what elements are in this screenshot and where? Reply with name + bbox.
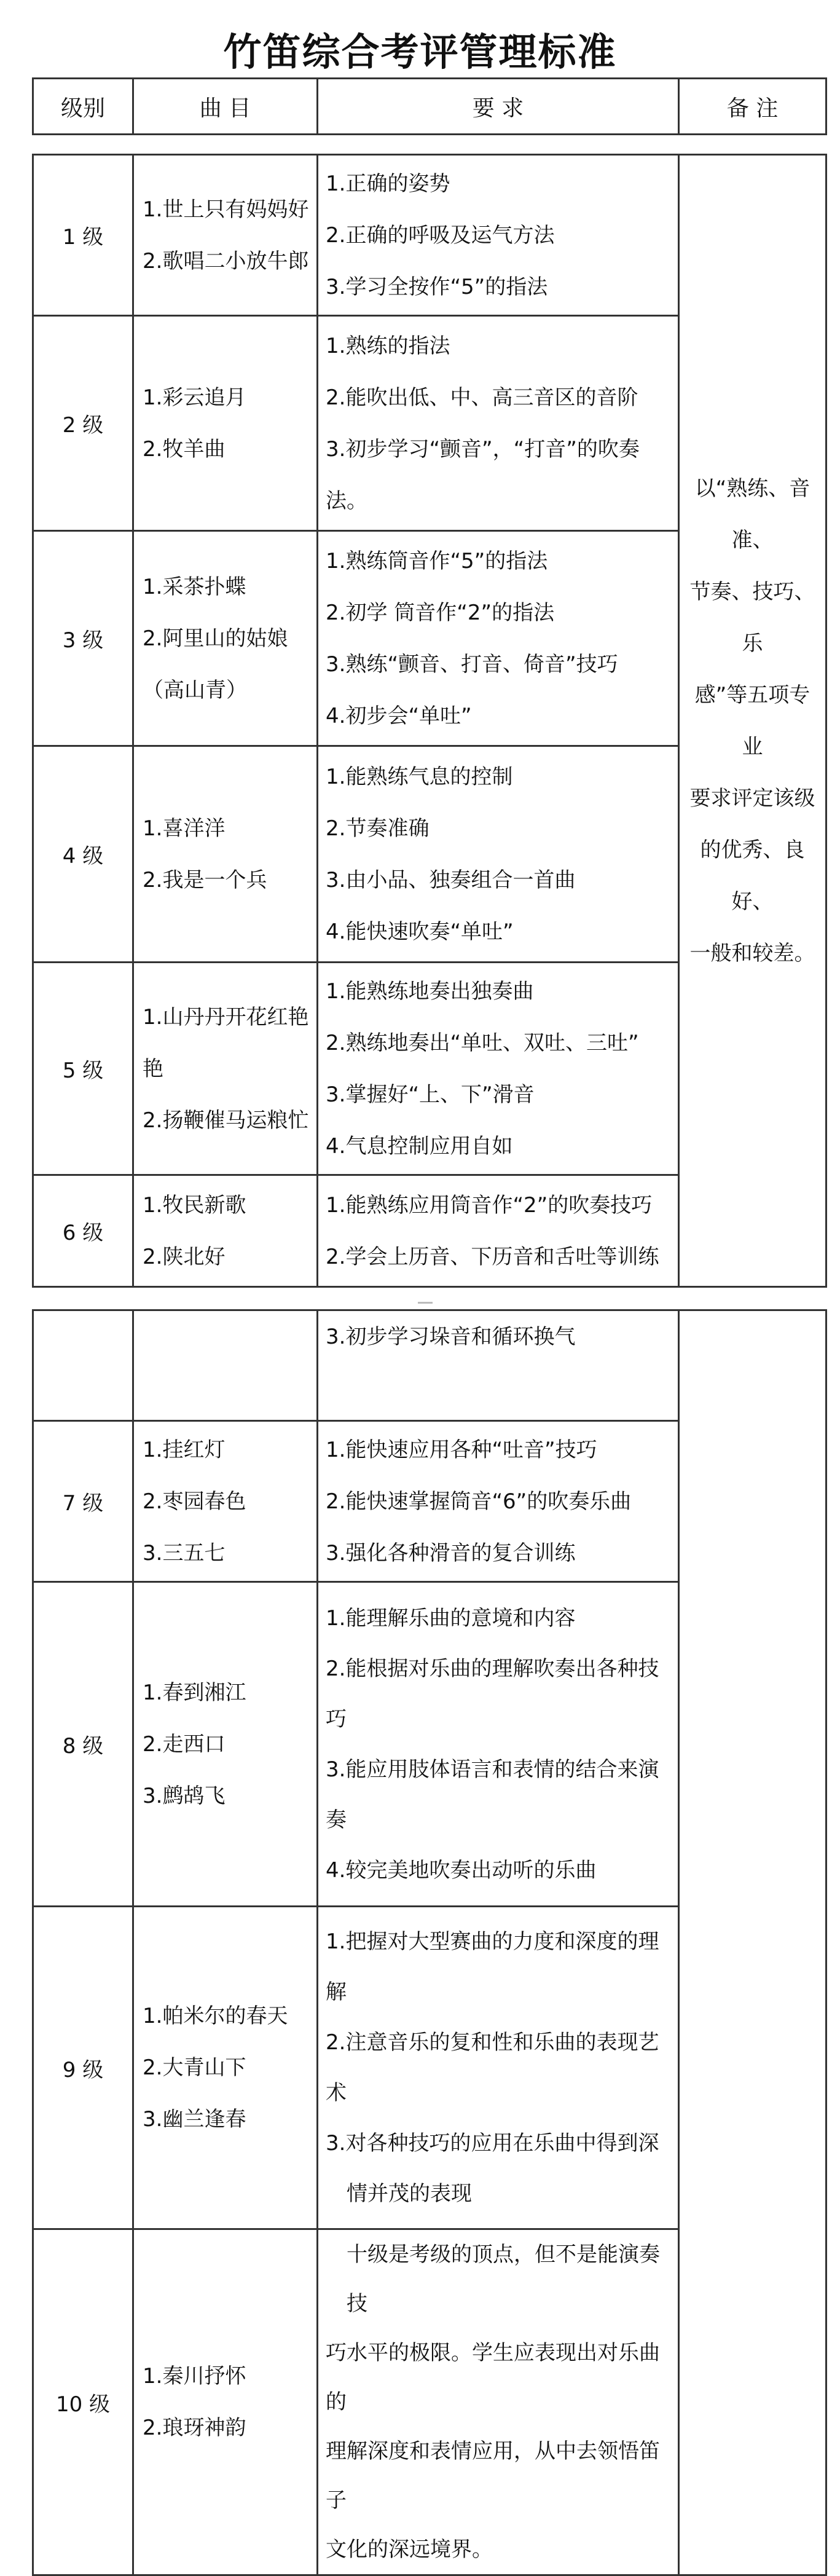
- pieces-cell: [133, 746, 318, 963]
- piece-item: 1.帕米尔的春天: [143, 2004, 288, 2028]
- requirements-cell: [318, 316, 679, 531]
- notes-cell-empty: [679, 1310, 826, 2575]
- requirement-item: 3.学习全按作“5”的指法: [326, 274, 548, 299]
- pieces-cell: [133, 1907, 318, 2229]
- requirement-item: 1.能理解乐曲的意境和内容: [326, 1605, 576, 1631]
- requirement-item: 巧: [326, 1706, 347, 1731]
- level-cell: 6 级: [33, 1175, 133, 1287]
- piece-item: 1.彩云追月: [143, 385, 246, 410]
- piece-item: 1.喜洋洋: [143, 816, 226, 841]
- requirement-item: 2.能吹出低、中、高三音区的音阶: [326, 385, 638, 410]
- requirement-item: 3.熟练“颤音、打音、倚音”技巧: [326, 652, 618, 677]
- requirement-item: 4.气息控制应用自如: [326, 1133, 513, 1159]
- level-cell: 5 级: [33, 963, 133, 1175]
- requirement-item: 2.初学 筒音作“2”的指法: [326, 600, 555, 625]
- requirement-item: 1.把握对大型赛曲的力度和深度的理: [326, 1929, 659, 1954]
- requirement-item: 3.强化各种滑音的复合训练: [326, 1540, 576, 1566]
- level-cell: 3 级: [33, 531, 133, 746]
- piece-item: 2.陕北好: [143, 1244, 226, 1269]
- level-cell: 1 级: [33, 155, 133, 316]
- header-table: [32, 77, 827, 135]
- requirement-item: 1.熟练筒音作“5”的指法: [326, 548, 548, 573]
- note-line: 的优秀、良好、: [700, 837, 805, 914]
- piece-item: 1.山丹丹开花红艳: [143, 1004, 309, 1030]
- note-line: 节奏、技巧、乐: [689, 579, 815, 656]
- requirement-item: 1.能熟练地奏出独奏曲: [326, 979, 534, 1004]
- piece-item: （高山青）: [143, 677, 247, 703]
- piece-item: 1.秦川抒怀: [143, 2364, 246, 2389]
- piece-item: 1.采茶扑蝶: [143, 574, 246, 599]
- piece-item: 1.挂红灯: [143, 1437, 226, 1462]
- requirement-item: 奏: [326, 1807, 347, 1832]
- pieces-cell: [133, 1582, 318, 1907]
- note-line: 感”等五项专业: [694, 682, 811, 759]
- requirement-item: 1.能熟练气息的控制: [326, 764, 513, 789]
- pieces-cell: [133, 1421, 318, 1582]
- notes-cell: [679, 155, 826, 1287]
- requirement-item: 文化的深远境界。: [326, 2537, 493, 2562]
- requirement-item: 解: [326, 1980, 347, 2004]
- level-cell: 7 级: [33, 1421, 133, 1582]
- requirement-item: 十级是考级的顶点，但不是能演奏技: [347, 2242, 660, 2316]
- requirement-item: 3.掌握好“上、下”滑音: [326, 1082, 535, 1107]
- requirement-item: 法。: [326, 488, 367, 513]
- requirements-cell: [318, 531, 679, 746]
- requirements-cell: [318, 1175, 679, 1287]
- piece-item: 2.大青山下: [143, 2055, 246, 2080]
- requirements-cell: [318, 155, 679, 316]
- piece-item: 3.三五七: [143, 1540, 226, 1566]
- grading-table-part2: [32, 1309, 827, 2576]
- requirement-item: 4.能快速吹奏“单吐”: [326, 919, 514, 944]
- note-line: 要求评定该级: [689, 786, 815, 811]
- piece-item: 3.幽兰逢春: [143, 2107, 246, 2132]
- piece-item: 2.扬鞭催马运粮忙: [143, 1108, 309, 1133]
- piece-item: 1.春到湘江: [143, 1680, 246, 1705]
- requirements-cell: [318, 746, 679, 963]
- requirement-item: 1.能快速应用各种“吐音”技巧: [326, 1437, 597, 1462]
- requirement-item: 3.能应用肢体语言和表情的结合来演: [326, 1757, 659, 1782]
- grading-table-part1: [32, 154, 827, 1288]
- requirement-item: 情并茂的表现: [347, 2181, 472, 2206]
- requirement-item: 2.节奏准确: [326, 816, 430, 841]
- header-requirements: 要 求: [318, 79, 679, 135]
- requirement-item: 2.学会上历音、下历音和舌吐等训练: [326, 1244, 659, 1269]
- requirement-item: 2.能快速掌握筒音“6”的吹奏乐曲: [326, 1489, 632, 1514]
- piece-item: 2.牧羊曲: [143, 436, 226, 462]
- requirement-item: 2.能根据对乐曲的理解吹奏出各种技: [326, 1656, 659, 1681]
- requirements-cell: [318, 1310, 679, 1421]
- requirement-item: 术: [326, 2081, 347, 2105]
- pieces-cell: [133, 155, 318, 316]
- requirement-item: 2.熟练地奏出“单吐、双吐、三吐”: [326, 1030, 639, 1055]
- pieces-cell: [133, 316, 318, 531]
- header-level: 级别: [33, 79, 133, 135]
- requirements-cell: [318, 2229, 679, 2575]
- requirement-item: 3.初步学习垛音和循环换气: [326, 1325, 576, 1349]
- level-cell: 4 级: [33, 746, 133, 963]
- requirement-item: 1.正确的姿势: [326, 171, 450, 196]
- requirement-item: 2.注意音乐的复和性和乐曲的表现艺: [326, 2030, 659, 2055]
- level-cell: 2 级: [33, 316, 133, 531]
- piece-item: 2.枣园春色: [143, 1489, 246, 1514]
- piece-item: 3.鹧鸪飞: [143, 1783, 226, 1808]
- requirement-item: 4.初步会“单吐”: [326, 703, 472, 728]
- requirements-cell: [318, 1582, 679, 1907]
- pieces-cell: [133, 531, 318, 746]
- requirements-cell: [318, 1421, 679, 1582]
- pieces-cell: [133, 1175, 318, 1287]
- piece-item: 1.世上只有妈妈好: [143, 197, 309, 222]
- requirements-cell: [318, 963, 679, 1175]
- note-line: 一般和较差。: [689, 940, 815, 966]
- piece-item: 2.走西口: [143, 1731, 226, 1757]
- requirements-cell: [318, 1907, 679, 2229]
- requirement-item: 理解深度和表情应用，从中去领悟笛子: [326, 2439, 660, 2513]
- note-line: 以“熟练、音准、: [694, 476, 811, 553]
- requirement-item: 3.初步学习“颤音”，“打音”的吹奏: [326, 436, 640, 462]
- pieces-cell: [133, 1310, 318, 1421]
- requirement-item: 4.较完美地吹奏出动听的乐曲: [326, 1857, 597, 1883]
- requirement-item: 1.能熟练应用筒音作“2”的吹奏技巧: [326, 1192, 653, 1218]
- requirement-item: 3.由小品、独奏组合一首曲: [326, 867, 576, 892]
- header-pieces: 曲 目: [133, 79, 318, 135]
- piece-item: 2.歌唱二小放牛郎: [143, 248, 309, 274]
- requirement-item: 巧水平的极限。学生应表现出对乐曲的: [326, 2341, 660, 2414]
- pieces-cell: [133, 963, 318, 1175]
- piece-item: 2.阿里山的姑娘: [143, 626, 288, 651]
- page-title: 竹笛综合考评管理标准: [223, 30, 617, 74]
- level-cell: 9 级: [33, 1907, 133, 2229]
- page-divider: [418, 1302, 433, 1304]
- piece-item: 1.牧民新歌: [143, 1192, 246, 1218]
- table-row: [33, 1310, 826, 1421]
- table-row: [33, 155, 826, 316]
- requirement-item: 2.正确的呼吸及运气方法: [326, 223, 555, 248]
- header-notes: 备 注: [679, 79, 826, 135]
- piece-item: 艳: [143, 1056, 163, 1081]
- level-cell: [33, 1310, 133, 1421]
- level-cell: 10 级: [33, 2229, 133, 2575]
- pieces-cell: [133, 2229, 318, 2575]
- requirement-item: 3.对各种技巧的应用在乐曲中得到深: [326, 2131, 659, 2156]
- level-cell: 8 级: [33, 1582, 133, 1907]
- piece-item: 2.琅玡神韵: [143, 2416, 246, 2440]
- requirement-item: 1.熟练的指法: [326, 333, 450, 358]
- piece-item: 2.我是一个兵: [143, 867, 267, 892]
